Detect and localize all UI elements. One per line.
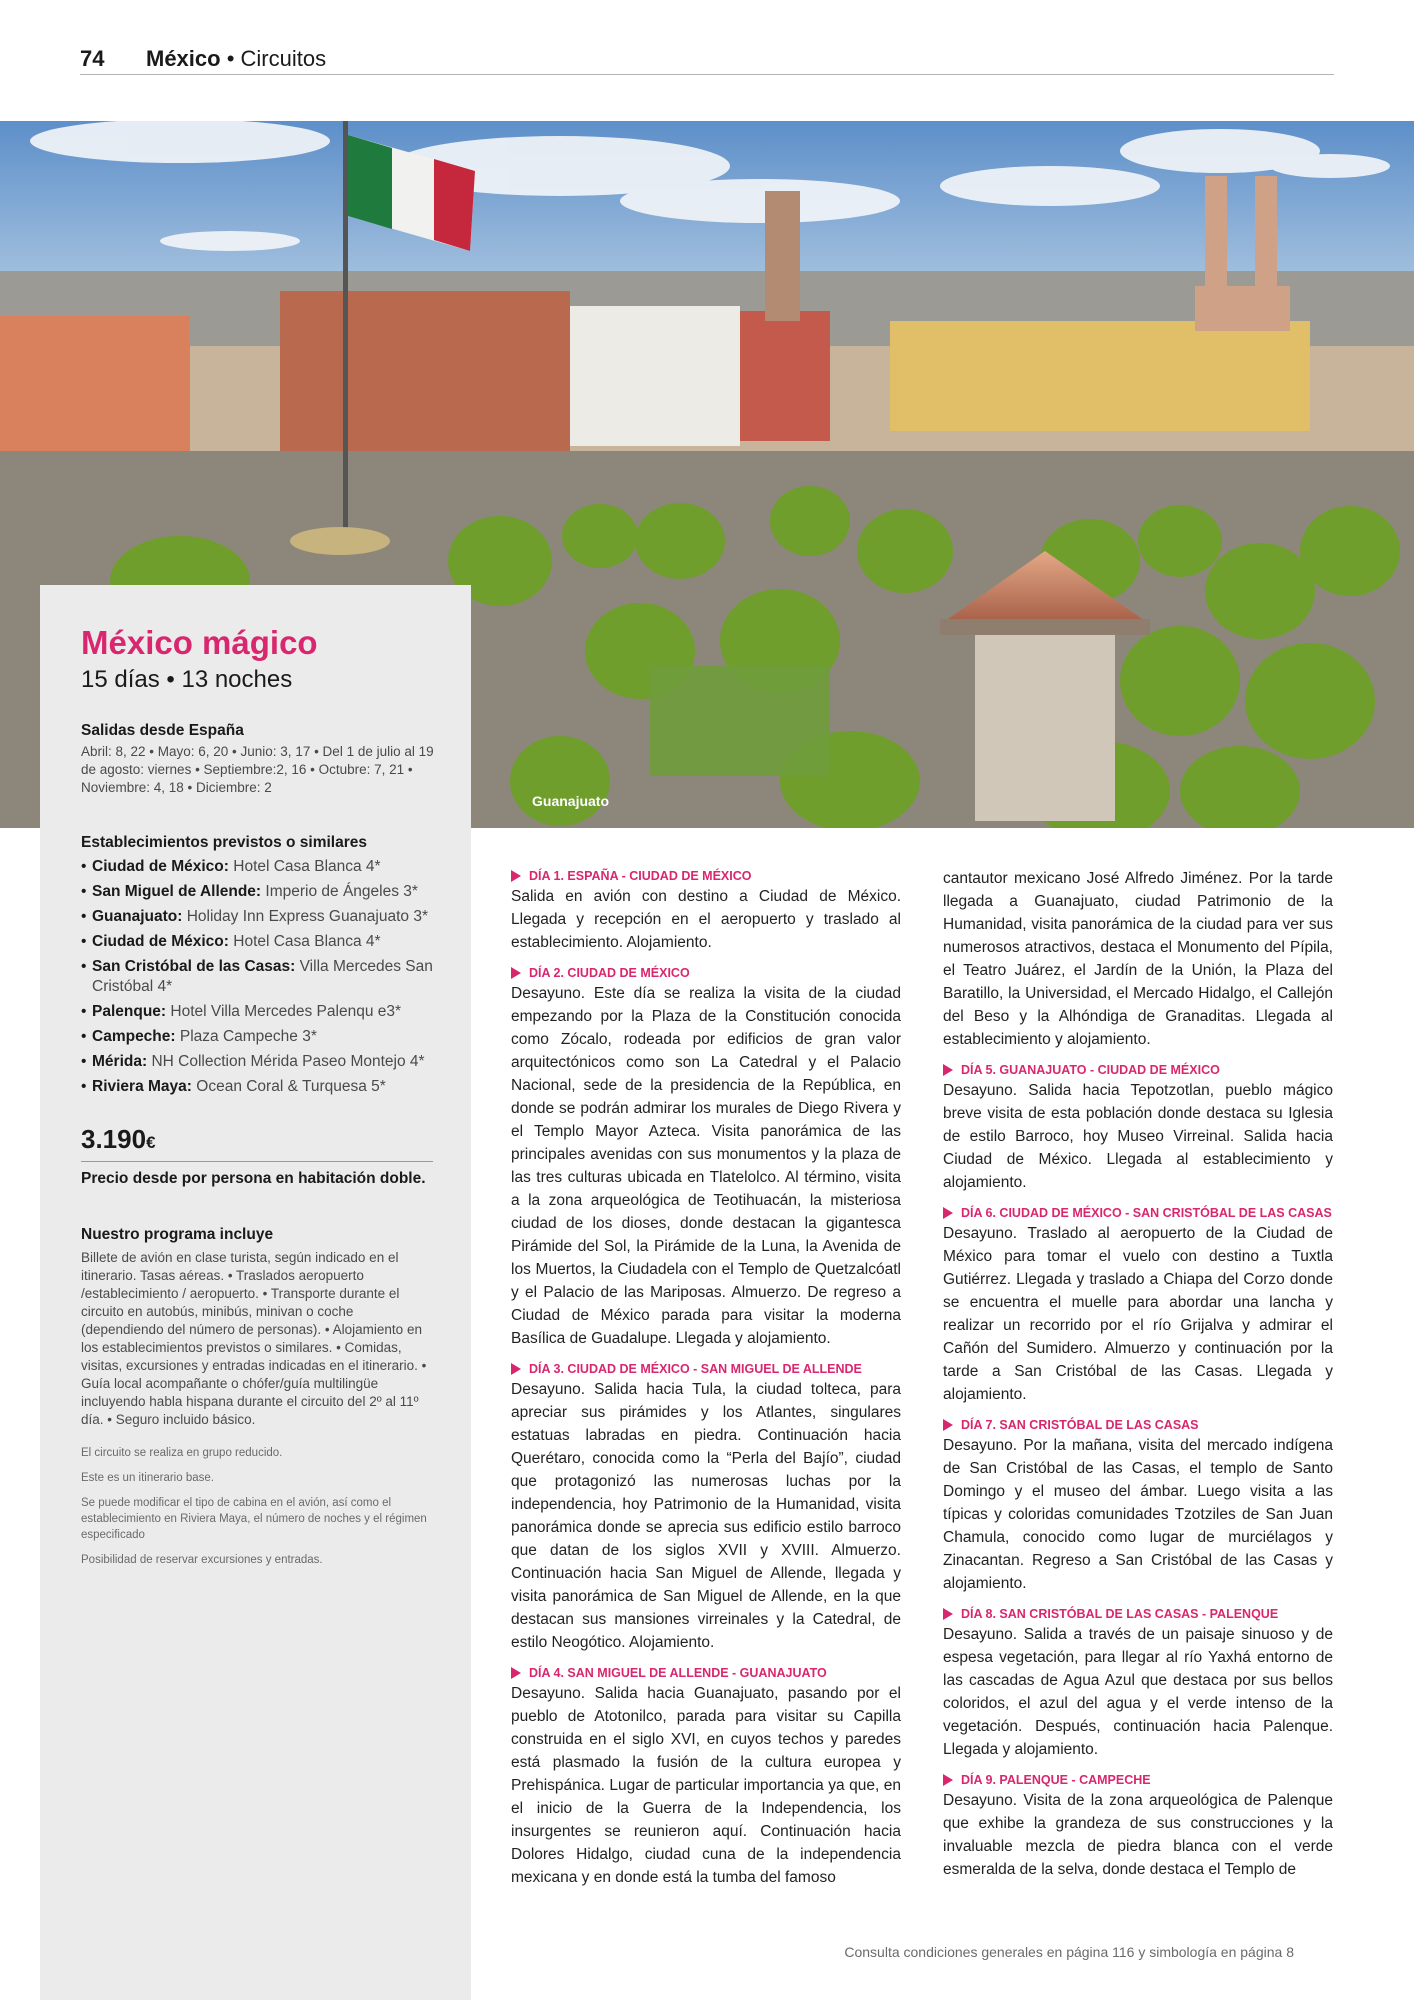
triangle-bullet-icon	[943, 1774, 953, 1786]
day-block	[943, 1061, 1333, 1194]
page-number: 74	[80, 46, 105, 71]
departures-heading: Salidas desde España	[81, 722, 244, 739]
day-title: DÍA 3. CIUDAD DE MÉXICO - SAN MIGUEL DE ALLENDE	[529, 1362, 862, 1376]
day-text: Desayuno. Salida hacia Tepotzotlan, pueblo mágico breve visita de esta población donde destaca su Iglesia de estilo Barroco, hoy Museo Virreinal. Salida hacia Ciudad de México. Llegada al establecimiento y alojamiento.	[943, 1082, 1333, 1191]
price	[81, 1123, 435, 1159]
section-title: México • Circuitos	[146, 46, 327, 71]
notes-block	[81, 1445, 435, 1568]
day-block	[511, 867, 901, 954]
departures-block	[81, 721, 435, 797]
photo-caption: Guanajuato	[532, 793, 610, 809]
day-block	[943, 1416, 1333, 1595]
day-block	[943, 1204, 1333, 1406]
day-title: DÍA 2. CIUDAD DE MÉXICO	[529, 966, 690, 980]
price-block	[81, 1123, 435, 1189]
day-title: DÍA 8. SAN CRISTÓBAL DE LAS CASAS - PALENQUE	[961, 1607, 1279, 1621]
triangle-bullet-icon	[511, 1363, 521, 1375]
subsection-name: Circuitos	[240, 46, 327, 71]
triangle-bullet-icon	[943, 1207, 953, 1219]
hotel-item: • Guanajuato: Holiday Inn Express Guanajuato 3*	[81, 907, 435, 927]
hotel-item: • San Cristóbal de las Casas: Villa Mercedes San Cristóbal 4*	[81, 957, 435, 997]
note: El circuito se realiza en grupo reducido.	[81, 1447, 283, 1459]
itinerary-column-2	[943, 867, 1333, 1891]
hotels-list	[81, 857, 435, 1097]
hotel-item: • Mérida: NH Collection Mérida Paseo Montejo 4*	[81, 1052, 435, 1072]
triangle-bullet-icon	[511, 870, 521, 882]
note: Se puede modificar el tipo de cabina en el avión, así como el establecimiento en Riviera Maya, el número de noches y el régimen especificado	[81, 1497, 427, 1541]
triangle-bullet-icon	[511, 967, 521, 979]
hotels-block	[81, 833, 435, 1097]
day-continuation-text: cantautor mexicano José Alfredo Jiménez. Por la tarde llegada a Guanajuato, ciudad Patrimonio de la Humanidad, visita panorámica de la ciudad para ver sus numerosos atractivos, destaca el Monumento del Pípila, el Teatro Juárez, el Jardín de la Unión, la Plaza del Baratillo, la Universidad, el Mercado Hidalgo, el Callejón del Beso y la Alhóndiga de Granaditas. Llegada al establecimiento y alojamiento.	[943, 870, 1333, 1048]
triangle-bullet-icon	[943, 1419, 953, 1431]
price-divider	[81, 1161, 433, 1162]
day-block	[511, 1664, 901, 1889]
day-block	[943, 1771, 1333, 1881]
triangle-bullet-icon	[943, 1608, 953, 1620]
page-header	[80, 44, 1334, 75]
triangle-bullet-icon	[943, 1064, 953, 1076]
day-text: Desayuno. Visita de la zona arqueológica de Palenque que exhibe la grandeza de sus construcciones y la invaluable mezcla de piedra blanca con el verde esmeralda de la selva, donde destaca el Templo de	[943, 1792, 1333, 1878]
day-text: Desayuno. Este día se realiza la visita de la ciudad empezando por la Plaza de la Constitución conocida como Zócalo, rodeada por edificios de gran valor arquitectónicos como son La Catedral y el Palacio Nacional, sede de la presidencia de la República, en donde se podrán admirar los murales de Diego Rivera y el Templo Mayor Azteca. Visita panorámica de las principales avenidas con sus monumentos y la plaza de las tres culturas ubicada en Tlatelolco. Al término, visita a la zona arqueológica de Teotihuacán, la misteriosa ciudad de los dioses, donde destacan la gigantesca Pirámide del Sol, la Pirámide de la Luna, la Avenida de los Muertos, la Ciudadela con el Templo de Quetzalcóatl y el Palacio de las Mariposas. Almuerzo. De regreso a Ciudad de México parada para visitar la moderna Basílica de Guadalupe. Llegada y alojamiento.	[511, 985, 901, 1347]
tour-summary-panel	[40, 585, 471, 2000]
day-title: DÍA 4. SAN MIGUEL DE ALLENDE - GUANAJUATO	[529, 1666, 827, 1680]
note: Este es un itinerario base.	[81, 1472, 214, 1484]
hotel-item: • Riviera Maya: Ocean Coral & Turquesa 5*	[81, 1077, 435, 1097]
triangle-bullet-icon	[511, 1667, 521, 1679]
day-block	[511, 964, 901, 1350]
day-title: DÍA 5. GUANAJUATO - CIUDAD DE MÉXICO	[961, 1063, 1220, 1077]
hotel-item: • Ciudad de México: Hotel Casa Blanca 4*	[81, 857, 435, 877]
day-text: Salida en avión con destino a Ciudad de México. Llegada y recepción en el aeropuerto y traslado al establecimiento. Alojamiento.	[511, 888, 901, 951]
includes-text: Billete de avión en clase turista, según indicado en el itinerario. Tasas aéreas. • Traslados aeropuerto /establecimiento / aeropuerto. • Transporte durante el circuito en autobús, minibús, minivan o coche (dependiendo del número de personas). • Alojamiento en los establecimientos previstos o similares. • Comidas, visitas, excursiones y entradas indicadas en el itinerario. • Guía local acompañante o chófer/guía multilingüe incluyendo habla hispana durante el circuito del 2º al 11º día. • Seguro incluido básico.	[81, 1250, 427, 1427]
hotel-item: • San Miguel de Allende: Imperio de Ángeles 3*	[81, 882, 435, 902]
day-text: Desayuno. Salida a través de un paisaje sinuoso y de espesa vegetación, para llegar al río Yaxhá entorno de las cascadas de Agua Azul que destaca por sus bellos coloridos, el azul del agua y el verde intenso de la vegetación. Después, continuación hacia Palenque. Llegada y alojamiento.	[943, 1626, 1333, 1758]
section-name: México	[146, 46, 221, 71]
hotel-item: • Ciudad de México: Hotel Casa Blanca 4*	[81, 932, 435, 952]
includes-block	[81, 1225, 435, 1429]
tour-duration: 15 días • 13 noches	[81, 666, 293, 693]
day-text: Desayuno. Salida hacia Tula, la ciudad tolteca, para apreciar sus pirámides y los Atlantes, singulares estatuas labradas en piedra. Continuación hacia Querétaro, conocida como la “Perla del Bajío”, ciudad que protagonizó las numerosas luchas por la independencia, hoy Patrimonio de la Humanidad, visita panorámica donde se aprecia sus edificio estilo barroco que datan de los siglos XVII y XVIII. Almuerzo. Continuación hacia San Miguel de Allende, llegada y visita panorámica de San Miguel de Allende, en la que destacan sus mansiones virreinales y la Catedral, de estilo Neogótico. Alojamiento.	[511, 1381, 901, 1651]
price-amount: 3.190	[81, 1124, 147, 1154]
day-title: DÍA 9. PALENQUE - CAMPECHE	[961, 1773, 1151, 1787]
day-title: DÍA 7. SAN CRISTÓBAL DE LAS CASAS	[961, 1418, 1199, 1432]
price-currency: €	[146, 1133, 156, 1152]
hotels-heading: Establecimientos previstos o similares	[81, 834, 368, 851]
day-block	[943, 1605, 1333, 1761]
day-title: DÍA 6. CIUDAD DE MÉXICO - SAN CRISTÓBAL DE LAS CASAS	[961, 1206, 1332, 1220]
hotel-item: • Campeche: Plaza Campeche 3*	[81, 1027, 435, 1047]
hotel-item: • Palenque: Hotel Villa Mercedes Palenqu e3*	[81, 1002, 435, 1022]
departures-dates: Abril: 8, 22 • Mayo: 6, 20 • Junio: 3, 17 • Del 1 de julio al 19 de agosto: viernes • Septiembre:2, 16 • Octubre: 7, 21 • Noviembre: 4, 18 • Diciembre: 2	[81, 744, 434, 795]
includes-heading: Nuestro programa incluye	[81, 1226, 274, 1243]
day-text: Desayuno. Traslado al aeropuerto de la Ciudad de México para tomar el vuelo con destino a Tuxtla Gutiérrez. Llegada y traslado a Chiapa del Corzo donde se encuentra el muelle para abordar una lancha y realizar un recorrido por el río Grijalva y admirar el Cañón del Sumidero. Almuerzo y continuación por la tarde a San Cristóbal de las Casas. Llegada y alojamiento.	[943, 1225, 1333, 1403]
day-text: Desayuno. Salida hacia Guanajuato, pasando por el pueblo de Atotonilco, parada para visitar su Capilla construida en el siglo XVI, en cuyos techos y paredes está plasmado la fusión de la cultura europea y Prehispánica. Lugar de particular importancia ya que, en el inicio de la Guerra de la Independencia, los insurgentes se reunieron aquí. Continuación hacia Dolores Hidalgo, ciudad cuna de la independencia mexicana y en donde está la tumba del famoso	[511, 1685, 901, 1886]
tour-title: México mágico	[81, 624, 318, 661]
note: Posibilidad de reservar excursiones y entradas.	[81, 1554, 323, 1566]
price-note: Precio desde por persona en habitación doble.	[81, 1170, 426, 1187]
day-title: DÍA 1. ESPAÑA - CIUDAD DE MÉXICO	[529, 869, 752, 883]
itinerary-column-1	[511, 867, 901, 1899]
footer-note: Consulta condiciones generales en página 116 y simbología en página 8	[844, 1944, 1294, 1960]
day-text: Desayuno. Por la mañana, visita del mercado indígena de San Cristóbal de las Casas, el templo de Santo Domingo y el museo del ámbar. Luego visita a las típicas y coloridas comunidades Tzotziles de San Juan Chamula, conocido como lugar de murciélagos y Zinacantan. Regreso a San Cristóbal de las Casas y alojamiento.	[943, 1437, 1333, 1592]
day-block	[511, 1360, 901, 1654]
